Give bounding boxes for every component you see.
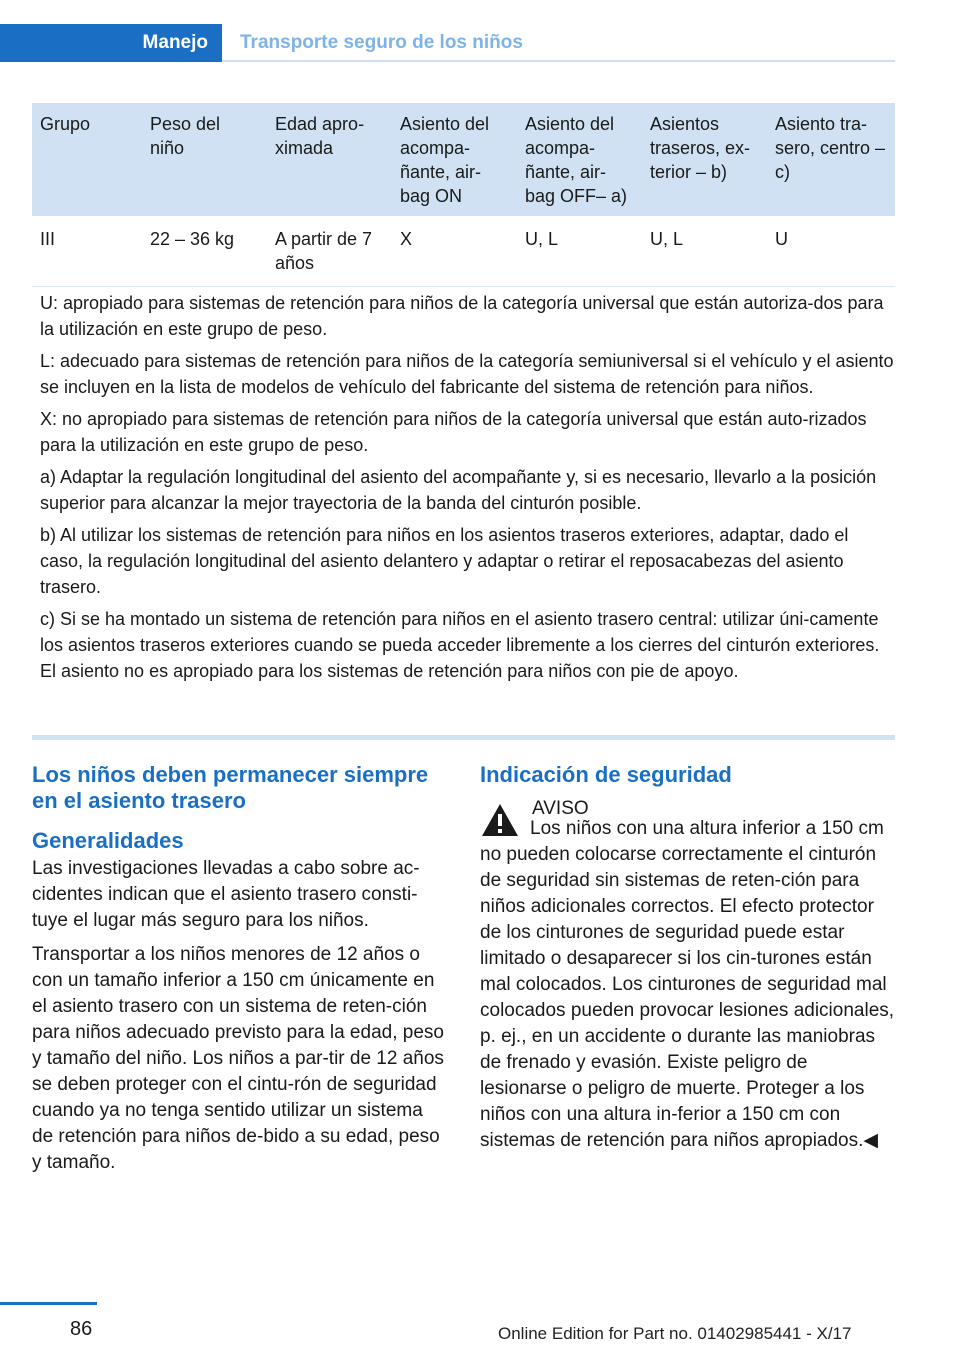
note-u: U: apropiado para sistemas de retención para niños de la categoría universal que están autoriza-dos para la utilización en este grupo de peso. <box>40 293 884 339</box>
right-column <box>480 762 898 1154</box>
note-l: L: adecuado para sistemas de retención para niños de la categoría semiuniversal si el vehículo y el asiento se incluyen en la lista de modelos de vehículo del fabricante del sistema de retención para niños. <box>40 351 894 397</box>
table-cell: U <box>767 216 895 287</box>
table-header: Asiento tra-sero, centro – c) <box>767 103 895 216</box>
warning-triangle-icon <box>480 802 520 838</box>
edition-info: Online Edition for Part no. 01402985441 - X/17 <box>498 1324 852 1343</box>
section-heading: Los niños deben permanecer siempre en el asiento trasero <box>32 762 429 813</box>
header-rule <box>222 60 895 62</box>
subsection-heading: Generalidades <box>32 828 184 853</box>
seat-suitability-table <box>32 103 895 287</box>
table-cell: X <box>392 216 517 287</box>
table-row <box>32 216 895 287</box>
note-c: c) Si se ha montado un sistema de retención para niños en el asiento trasero central: utilizar úni-camente los asientos traseros exteriores cuando se pueda acceder libremente a los cierres del cinturón exteriores. El asiento no es apropiado para los sistemas de retención para niños con pie de apoyo. <box>40 609 880 681</box>
chapter-label: Manejo <box>142 32 208 53</box>
table-header: Edad apro-ximada <box>267 103 392 216</box>
table-header-row <box>32 103 895 216</box>
page-number: 86 <box>70 1318 93 1340</box>
table-notes <box>32 290 895 690</box>
note-x: X: no apropiado para sistemas de retención para niños de la categoría universal que están auto-rizados para la utilización en este grupo de peso. <box>40 409 867 455</box>
chapter-tab[interactable] <box>0 24 222 62</box>
table-cell: U, L <box>517 216 642 287</box>
warning-text: Los niños con una altura inferior a 150 cm no pueden colocarse correctamente el cinturón de seguridad sin sistemas de reten-ción para niños adicionales correctos. El efecto protector de los cinturones de seguridad puede estar limitado o desaparecer si los cin-turones están mal colocados. Los cinturones de seguridad mal colocados pueden provocar lesiones adicionales, p. ej., en un accidente o durante las maniobras de frenado y evasión. Existe peligro de lesionarse o peligro de muerte. Proteger a los niños con una altura in-ferior a 150 cm con sistemas de retención para niños apropiados.◀ <box>480 818 895 1151</box>
paragraph: Las investigaciones llevadas a cabo sobre ac-cidentes indican que el asiento trasero consti-tuye el lugar más seguro para los niños. <box>32 858 420 931</box>
footer-rule <box>0 1302 97 1305</box>
table-header: Grupo <box>32 103 142 216</box>
table-header: Asiento del acompa-ñante, air-bag OFF– a) <box>517 103 642 216</box>
table-header: Asientos traseros, ex-terior – b) <box>642 103 767 216</box>
paragraph: Transportar a los niños menores de 12 años o con un tamaño inferior a 150 cm únicamente en el asiento trasero con un sistema de reten-ción para niños adecuado previsto para la edad, peso y tamaño del niño. Los niños a par-tir de 12 años se deben proteger con el cintu-rón de seguridad cuando ya no tenga sentido utilizar un sistema de retención para niños de-bido a su edad, peso y tamaño. <box>32 944 444 1173</box>
left-column <box>32 762 447 1184</box>
note-a: a) Adaptar la regulación longitudinal del asiento del acompañante y, si es necesario, llevarlo a la posición superior para alcanzar la mejor trayectoria de la banda del cinturón posible. <box>40 467 877 513</box>
table-cell: 22 – 36 kg <box>142 216 267 287</box>
table-cell: A partir de 7 años <box>267 216 392 287</box>
table-header: Asiento del acompa-ñante, air-bag ON <box>392 103 517 216</box>
warning-label: AVISO <box>532 798 589 819</box>
section-title[interactable]: Transporte seguro de los niños <box>240 32 523 53</box>
table-cell: U, L <box>642 216 767 287</box>
table-cell: III <box>32 216 142 287</box>
table-header: Peso del niño <box>142 103 267 216</box>
section-divider <box>32 735 895 740</box>
safety-heading: Indicación de seguridad <box>480 762 732 787</box>
note-b: b) Al utilizar los sistemas de retención para niños en los asientos traseros exteriores, adaptar, dado el caso, la regulación longitudinal del asiento delantero y adaptar o retirar el reposacabezas del asiento trasero. <box>40 525 849 597</box>
header-bar <box>0 24 895 62</box>
